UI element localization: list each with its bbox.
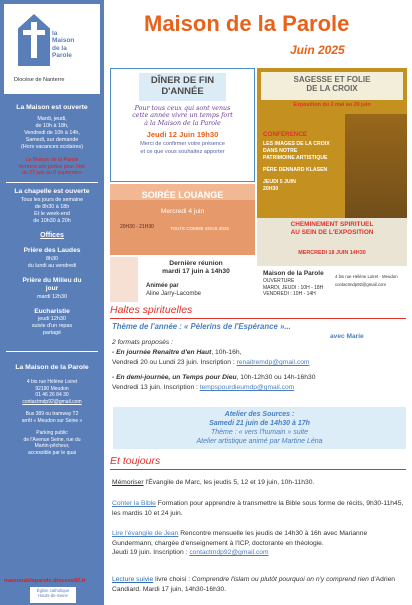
sidebar — [0, 0, 104, 605]
haltes-heading: Haltes spirituelles — [110, 304, 193, 316]
lire-item: Lire l'évangile de Jean Rencontre mensuelle les jeudis de 14h30 à 16h avec Marianne Gundermann, chargée d'enseignement à l'ICP, doctorante en théologie. Jeudi 19 juin. Inscription : contactmdp92@gmail.com — [112, 530, 368, 557]
soiree-tag: TOUTE COMME SOUS 2025 — [170, 226, 229, 231]
diner-card — [110, 68, 255, 182]
opening-hours: La Maison est ouverte Mardi, jeudi, de 10h à 18h, Vendredi de 10h à 14h, Samedi, sur demande (Hors vacances scolaires) La Maison de la Parole fermera ses portes pour l'été du 27 juin au 8 septembre La chapelle est ouverte Tous les jours de semaine de 8h30 à 18h Et le week-end de 10h30 à 20h Offices Prière des Laudes 8h30 du lundi au vendredi Prière du Milieu du jour mardi 12h30 Eucharistie jeudi 12h30 suivie d'un repas partagé La Maison de la Parole 4 bis rue Hélène Loiret 92190 Meudon 01 46 26 84 30 contactmdp92@gmail.com Bus 389 ou tramway T2 arrêt « Meudon sur Seine » Parking public de l'Avenue Seine, rue du Martin-pêcheur, accessible par le quai — [0, 100, 104, 456]
offices-title: Offices — [40, 232, 64, 240]
haltes-avec: avec Marie — [330, 333, 364, 340]
reunion-image — [110, 257, 138, 302]
contact-email-link[interactable]: contactmdp92@gmail.com — [22, 398, 82, 405]
haltes-theme: Thème de l'année : « Pèlerins de l'Espérance »... — [112, 322, 291, 331]
conference-title: CONFÉRENCE — [263, 131, 308, 138]
office-name: Prière des Laudes — [23, 247, 81, 255]
chapel-title: La chapelle est ouverte — [14, 188, 90, 196]
cheminement-date: MERCREDI 18 JUIN 14H30 — [298, 250, 366, 256]
expo-footer: Maison de la Parole OUVERTURE MARDI, JEUDI : 10H - 18H VENDREDI : 10H - 14H 4 bis rue Hélène Loiret · Meudon contactmdp92@gmail.com — [257, 266, 407, 302]
reunion-title: Dernière réunion mardi 17 juin à 14h30 — [162, 260, 230, 276]
reunion-animator: Animée par Aline Jarry-Lacombe — [146, 283, 202, 297]
reunion-card — [110, 257, 255, 302]
toujours-heading: Et toujours — [110, 455, 161, 467]
memoriser-link[interactable]: Mémoriser — [112, 479, 144, 486]
diner-invitation: Pour tous ceux qui sont venus cette année vivre un temps fort à la Maison de la Parole — [132, 104, 233, 127]
cross-icon — [31, 22, 37, 58]
address-title: La Maison de la Parole — [15, 364, 89, 372]
renaitre-email-link[interactable]: renaitremdp@gmail.com — [236, 359, 310, 366]
cheminement-title: CHEMINEMENT SPIRITUEL AU SEIN DE L'EXPOSITION — [290, 221, 374, 236]
office-name: Eucharistie — [34, 307, 70, 315]
diner-info: Merci de confirmer votre présence et ce que vous souhaitez apporter — [140, 141, 225, 155]
conter-link[interactable]: Conter la Bible — [112, 500, 156, 507]
soiree-title: SOIRÉE LOUANGE — [141, 190, 224, 200]
divider — [6, 182, 98, 183]
ateliers-box: Atelier des Sources : Samedi 21 juin de 14h30 à 17h Thème : « vers l'humain » suite Atelier artistique animé par Martine Léna — [113, 407, 406, 449]
formats-title: 2 formats proposés : — [112, 339, 173, 346]
lecture-item: Lecture suivie livre choisi : Comprendre l'islam ou plutôt pourquoi on n'y comprend rien d'Adrien Candiard. Mardi 17 juin, 14h30-16h30. — [112, 576, 396, 593]
parking-info: Parking public de l'Avenue Seine, rue du Martin-pêcheur, accessible par le quai — [23, 430, 81, 456]
page-title: Maison de la Parole — [144, 11, 350, 36]
lire-link[interactable]: Lire l'évangile de Jean — [112, 530, 179, 537]
logo — [4, 4, 100, 94]
logo-diocese: Diocèse de Nanterre — [14, 77, 65, 83]
logo-text: la Maison de la Parole — [52, 30, 75, 60]
format-item-1: - En journée Renaître d'en Haut, 10h-16h, — [112, 349, 242, 356]
opening-title: La Maison est ouverte — [16, 104, 88, 111]
diner-date: Jeudi 12 Juin 19h30 — [146, 130, 219, 140]
expo-title: SAGESSE ET FOLIE DE LA CROIX — [293, 75, 371, 93]
transport-info: Bus 389 ou tramway T2 arrêt « Meudon sur Seine » — [21, 411, 83, 424]
closed-notice: La Maison de la Parole fermera ses portes pour l'été du 27 juin au 8 septembre — [19, 156, 85, 177]
soiree-date: Mercredi 4 juin — [160, 208, 205, 215]
office-name: Prière du Milieu du jour — [22, 276, 82, 293]
expo-dates: Exposition du 2 mai au 20 juin — [293, 102, 371, 108]
conter-item: Conter la Bible Formation pour apprendre à transmettre la Bible sous forme de récits, 9h30-11h45, les mardis 10 et 24 juin. — [112, 500, 404, 517]
address: 4 bis rue Hélène Loiret 92190 Meudon 01 46 26 84 30 contactmdp92@gmail.com — [0, 379, 104, 405]
page-subtitle: Juin 2025 — [290, 43, 345, 57]
lire-email-link[interactable]: contactmdp92@gmail.com — [189, 549, 269, 557]
site-url-link[interactable]: maisondelaparole.diocese92.fr — [4, 578, 86, 584]
format-item-2: - En demi-journée, un Temps pour Dieu, 10h-12h30 ou 14h-16h30 — [112, 374, 316, 381]
soiree-time: 20H30 - 21H30 — [120, 224, 154, 230]
newsletter-page: la Maison de la Parole Diocèse de Nanterre La Maison est ouverte Mardi, jeudi, de 10h à 18h, Vendredi de 10h à 14h, Samedi, sur demande (Hors vacances scolaires) La Maison de la Parole fermera ses portes pour l'été du 27 juin au 8 septembre La chapelle est ouverte Tous les jours de semaine de 8h30 à 18h Et le week-end de 10h30 à 20h Offices Prière des Laudes 8h30 du lundi au vendredi Prière du Milieu du jour mardi 12h30 Eucharistie jeudi 12h30 suivie d'un repas partagé La Maison de la Parole 4 bis rue Hélène Loiret 92190 Meudon 01 46 26 84 30 contactmdp92@gmail.com Bus 389 ou tramway T2 arrêt « Meudon sur Seine » Parking public de l'Avenue Seine, rue du Martin-pêcheur, accessible par le quai maisondelaparole.diocese92.fr Église catholique Hauts-de-Seine Maison de la Parole Juin 2025 DÎNER DE FIN D'ANNÉE Pour tous ceux qui sont venus cette année vivre un temps fort à la Maison de la Parole Jeudi 12 Juin 19h30 Merci de confirmer votre présence et ce que vous souhaitez apporter SAGESSE ET FOLIE DE LA CROIX Exposition du 2 mai au 20 juin CONFÉRENCE LES IMAGES DE LA CROIX DANS NOTRE PATRIMOINE ARTISTIQUE PÈRE DENNARD KLASEN JEUDI 5 JUIN 20H30 CHEMINEMENT SPIRITUEL AU SEIN DE L'EXPOSITION MERCREDI 18 JUIN 14H30 Maison de la Parole OUVERTURE MARDI, JEUDI : 10H - 18H VENDREDI : 10H - 14H 4 bis rue Hélène Loiret · Meudon contactmdp92@gmail.com SOIRÉE LOUANGE Mercredi 4 juin 20H30 - 21H30 TOUTE COMME SOUS 2025 Dernière réunion mardi 17 juin à 14h30 Animée par Aline Jarry-Lacombe Haltes spirituelles Thème de l'année : « Pèlerins de l'Espérance »... avec Marie 2 formats proposés : - En journée Renaître d'en Haut, 10h-16h, Vendredi 20 ou Lundi 23 juin. Inscription : renaitremdp@gmail.com - En demi-journée, un Temps pour Dieu, 10h-12h30 ou 14h-16h30 Vendredi 13 juin. Inscription : tempspourdieumdp@gmail.com Atelier des Sources : Samedi 21 juin de 14h30 à 17h Thème : « vers l'humain » suite Atelier artistique animé par Martine Léna Et toujours Mémoriser l'Évangile de Marc, les jeudis 5, 12 et 19 juin, 10h-11h30. Conter la Bible Formation pour apprendre à transmettre la Bible sous forme de récits, 9h30-11h45, les mardis 10 et 24 juin. Lire l'évangile de Jean Rencontre mensuelle les jeudis de 14h30 à 16h avec Marianne Gundermann, chargée d'enseignement à l'ICP, doctorante en théologie. Jeudi 19 juin. Inscription : contactmdp92@gmail.com Lecture suivie livre choisi : Comprendre l'islam ou plutôt pourquoi on n'y comprend rien d'Adrien Candiard. Mardi 17 juin, 14h30-16h30. — [0, 0, 412, 605]
memoriser-item: Mémoriser l'Évangile de Marc, les jeudis 5, 12 et 19 juin, 10h-11h30. — [112, 479, 315, 486]
diocese-logo: Église catholique Hauts-de-Seine — [30, 587, 76, 603]
exposition-poster: SAGESSE ET FOLIE DE LA CROIX Exposition du 2 mai au 20 juin CONFÉRENCE LES IMAGES DE LA CROIX DANS NOTRE PATRIMOINE ARTISTIQUE PÈRE DENNARD KLASEN JEUDI 5 JUIN 20H30 CHEMINEMENT SPIRITUEL AU SEIN DE L'EXPOSITION MERCREDI 18 JUIN 14H30 Maison de la Parole OUVERTURE MARDI, JEUDI : 10H - 18H VENDREDI : 10H - 14H 4 bis rue Hélène Loiret · Meudon contactmdp92@gmail.com — [257, 68, 407, 302]
diner-title: DÎNER DE FIN D'ANNÉE — [139, 73, 226, 101]
soiree-louange-card — [110, 184, 255, 255]
lecture-link[interactable]: Lecture suivie — [112, 576, 154, 583]
temps-dieu-email-link[interactable]: tempspourdieumdp@gmail.com — [199, 384, 295, 391]
